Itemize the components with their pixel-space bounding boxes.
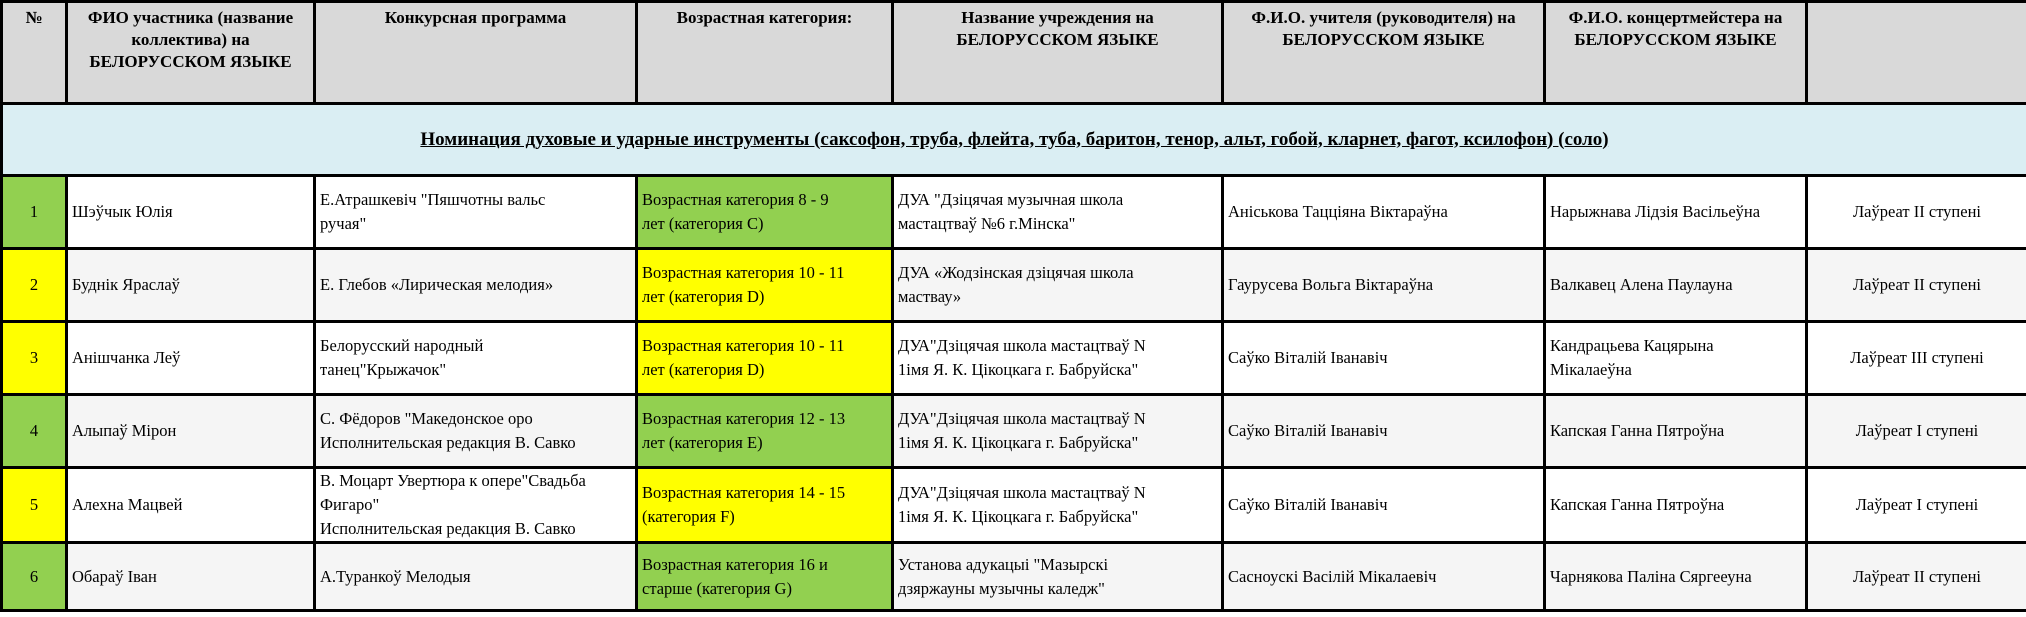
award-result: Лаўреат I ступені xyxy=(1807,395,2026,468)
age-category: Возрастная категория 10 - 11 лет (категория D) xyxy=(637,249,893,322)
award-result: Лаўреат I ступені xyxy=(1807,468,2026,543)
competition-program: Е.Атрашкевіч "Пяшчотны вальс ручая" xyxy=(315,176,637,249)
age-category: Возрастная категория 8 - 9 лет (категория C) xyxy=(637,176,893,249)
institution-name: ДУА «Жодзінская дзіцячая школа маствау» xyxy=(893,249,1223,322)
participant-number: 1 xyxy=(2,176,67,249)
accompanist-name: Кандрацьева Кацярына Мікалаеўна xyxy=(1545,322,1807,395)
participant-name: Обараў Іван xyxy=(67,543,315,611)
header-row xyxy=(2,2,2026,104)
participant-name: Алехна Мацвей xyxy=(67,468,315,543)
institution-name: ДУА"Дзіцячая школа мастацтваў N 1імя Я. К. Цікоцкага г. Бабруйска" xyxy=(893,468,1223,543)
table-row xyxy=(2,395,2026,468)
teacher-name: Саўко Віталій Іванавіч xyxy=(1223,468,1545,543)
participant-number: 4 xyxy=(2,395,67,468)
participant-number: 3 xyxy=(2,322,67,395)
participant-name: Анішчанка Леў xyxy=(67,322,315,395)
header-program: Конкурсная программа xyxy=(315,2,637,104)
participant-number: 5 xyxy=(2,468,67,543)
header-institution: Название учреждения на БЕЛОРУССКОМ ЯЗЫКЕ xyxy=(893,2,1223,104)
accompanist-name: Нарыжнава Лідзія Васільеўна xyxy=(1545,176,1807,249)
age-category: Возрастная категория 14 - 15 (категория F) xyxy=(637,468,893,543)
accompanist-name: Капская Ганна Пятроўна xyxy=(1545,395,1807,468)
teacher-name: Сасноускі Васілій Мікалаевіч xyxy=(1223,543,1545,611)
age-category: Возрастная категория 12 - 13 лет (категория E) xyxy=(637,395,893,468)
header-age-category: Возрастная категория: xyxy=(637,2,893,104)
accompanist-name: Капская Ганна Пятроўна xyxy=(1545,468,1807,543)
table-row xyxy=(2,176,2026,249)
competition-program: С. Фёдоров "Македонское оро Исполнительская редакция В. Савко xyxy=(315,395,637,468)
table-row xyxy=(2,322,2026,395)
nomination-title: Номинация духовые и ударные инструменты (саксофон, труба, флейта, туба, баритон, тенор, альт, гобой, кларнет, фагот, ксилофон) (соло) xyxy=(2,104,2026,176)
header-result xyxy=(1807,2,2026,104)
award-result: Лаўреат III ступені xyxy=(1807,322,2026,395)
competition-program: Е. Глебов «Лирическая мелодия» xyxy=(315,249,637,322)
institution-name: Установа адукацыі "Мазырскі дзяржауны музычны каледж" xyxy=(893,543,1223,611)
table-row xyxy=(2,543,2026,611)
table-row xyxy=(2,468,2026,543)
rows-body xyxy=(2,176,2026,611)
age-category: Возрастная категория 16 и старше (категория G) xyxy=(637,543,893,611)
teacher-name: Гаурусева Вольга Віктараўна xyxy=(1223,249,1545,322)
award-result: Лаўреат II ступені xyxy=(1807,543,2026,611)
competition-program: Белорусский народный танец"Крыжачок" xyxy=(315,322,637,395)
participant-name: Алыпаў Мірон xyxy=(67,395,315,468)
competition-program: В. Моцарт Увертюра к опере"Свадьба Фигаро" Исполнительская редакция В. Савко xyxy=(315,468,637,543)
header-number: № xyxy=(2,2,67,104)
teacher-name: Саўко Віталій Іванавіч xyxy=(1223,395,1545,468)
participant-number: 6 xyxy=(2,543,67,611)
teacher-name: Саўко Віталій Іванавіч xyxy=(1223,322,1545,395)
accompanist-name: Чарнякова Паліна Сяргееуна xyxy=(1545,543,1807,611)
header-participant-name: ФИО участника (название коллектива) на БЕЛОРУССКОМ ЯЗЫКЕ xyxy=(67,2,315,104)
competition-program: А.Туранкоў Мелодыя xyxy=(315,543,637,611)
teacher-name: Аніськова Тацціяна Віктараўна xyxy=(1223,176,1545,249)
participant-number: 2 xyxy=(2,249,67,322)
accompanist-name: Валкавец Алена Паулауна xyxy=(1545,249,1807,322)
age-category: Возрастная категория 10 - 11 лет (категория D) xyxy=(637,322,893,395)
award-result: Лаўреат II ступені xyxy=(1807,176,2026,249)
institution-name: ДУА "Дзіцячая музычная школа мастацтваў №6 г.Мінска" xyxy=(893,176,1223,249)
award-result: Лаўреат II ступені xyxy=(1807,249,2026,322)
participant-name: Шэўчык Юлія xyxy=(67,176,315,249)
section-row xyxy=(2,104,2026,176)
header-teacher: Ф.И.О. учителя (руководителя) на БЕЛОРУССКОМ ЯЗЫКЕ xyxy=(1223,2,1545,104)
participant-name: Буднік Яраслаў xyxy=(67,249,315,322)
table-row xyxy=(2,249,2026,322)
institution-name: ДУА"Дзіцячая школа мастацтваў N 1імя Я. К. Цікоцкага г. Бабруйска" xyxy=(893,322,1223,395)
header-accompanist: Ф.И.О. концертмейстера на БЕЛОРУССКОМ ЯЗЫКЕ xyxy=(1545,2,1807,104)
institution-name: ДУА"Дзіцячая школа мастацтваў N 1імя Я. К. Цікоцкага г. Бабруйска" xyxy=(893,395,1223,468)
